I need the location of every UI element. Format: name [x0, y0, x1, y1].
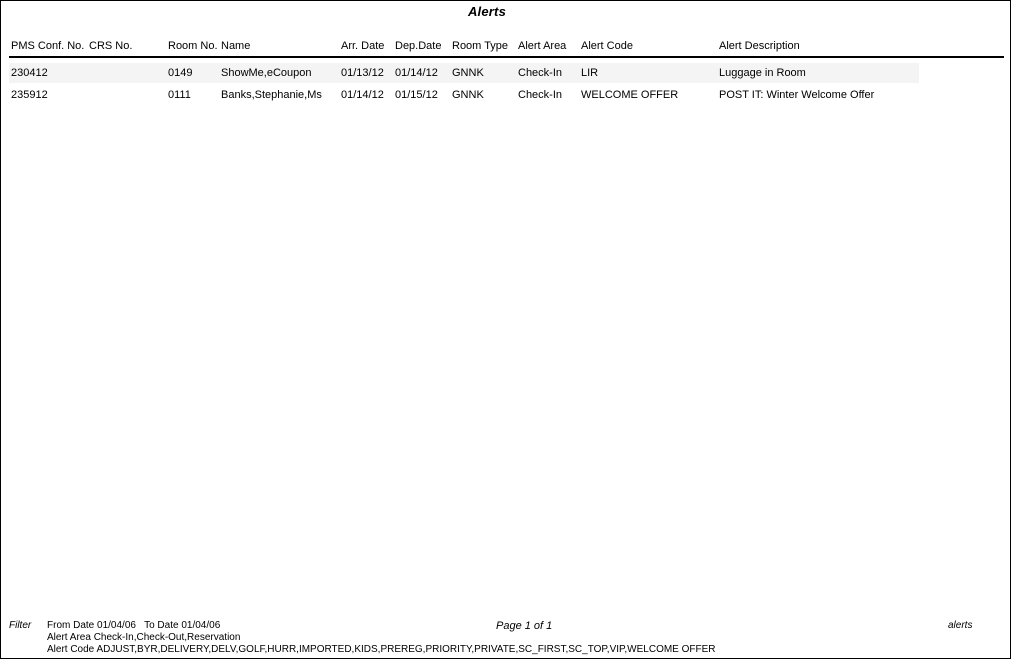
cell-alert-code: LIR — [581, 67, 599, 79]
page-number: Page 1 of 1 — [496, 620, 553, 632]
column-header-crs-no: CRS No. — [89, 40, 133, 52]
cell-arr-date: 01/14/12 — [341, 89, 384, 101]
cell-dep-date: 01/15/12 — [395, 89, 438, 101]
cell-alert-description: Luggage in Room — [719, 67, 806, 79]
cell-room-type: GNNK — [452, 89, 484, 101]
cell-room-no: 0149 — [168, 67, 193, 79]
column-header-room-no: Room No. — [168, 40, 218, 52]
cell-room-type: GNNK — [452, 67, 484, 79]
column-header-pms-conf-no: PMS Conf. No. — [11, 40, 85, 52]
cell-dep-date: 01/14/12 — [395, 67, 438, 79]
column-header-dep-date: Dep.Date — [395, 40, 442, 52]
column-header-name: Name — [221, 40, 251, 52]
table-row — [1, 63, 1010, 83]
report-name: alerts — [948, 620, 973, 631]
page-title: Alerts — [467, 4, 507, 19]
table-header-row — [1, 40, 1010, 54]
filter-alert-area: Alert Area Check-In,Check-Out,Reservation — [47, 632, 241, 643]
cell-arr-date: 01/13/12 — [341, 67, 384, 79]
column-header-alert-area: Alert Area — [518, 40, 567, 52]
filter-alert-code: Alert Code ADJUST,BYR,DELIVERY,DELV,GOLF,HURR,IMPORTED,KIDS,PREREG,PRIORITY,PRIVATE,SC_FIRST,SC_TOP,VIP,WELCOME OFFER — [47, 644, 716, 655]
header-divider — [9, 56, 1004, 58]
column-header-alert-description: Alert Description — [719, 40, 800, 52]
cell-room-no: 0111 — [168, 89, 191, 101]
cell-pms-conf-no: 235912 — [11, 89, 48, 101]
cell-pms-conf-no: 230412 — [11, 67, 48, 79]
cell-alert-area: Check-In — [518, 89, 563, 101]
cell-name: ShowMe,eCoupon — [221, 67, 312, 79]
column-header-arr-date: Arr. Date — [341, 40, 385, 52]
table-row — [1, 85, 1010, 105]
cell-alert-area: Check-In — [518, 67, 563, 79]
column-header-alert-code: Alert Code — [581, 40, 633, 52]
cell-alert-description: POST IT: Winter Welcome Offer — [719, 89, 875, 101]
column-header-room-type: Room Type — [452, 40, 509, 52]
cell-alert-code: WELCOME OFFER — [581, 89, 679, 101]
filter-date-range: From Date 01/04/06 To Date 01/04/06 — [47, 620, 221, 631]
cell-name: Banks,Stephanie,Ms — [221, 89, 322, 101]
filter-label: Filter — [9, 620, 32, 631]
